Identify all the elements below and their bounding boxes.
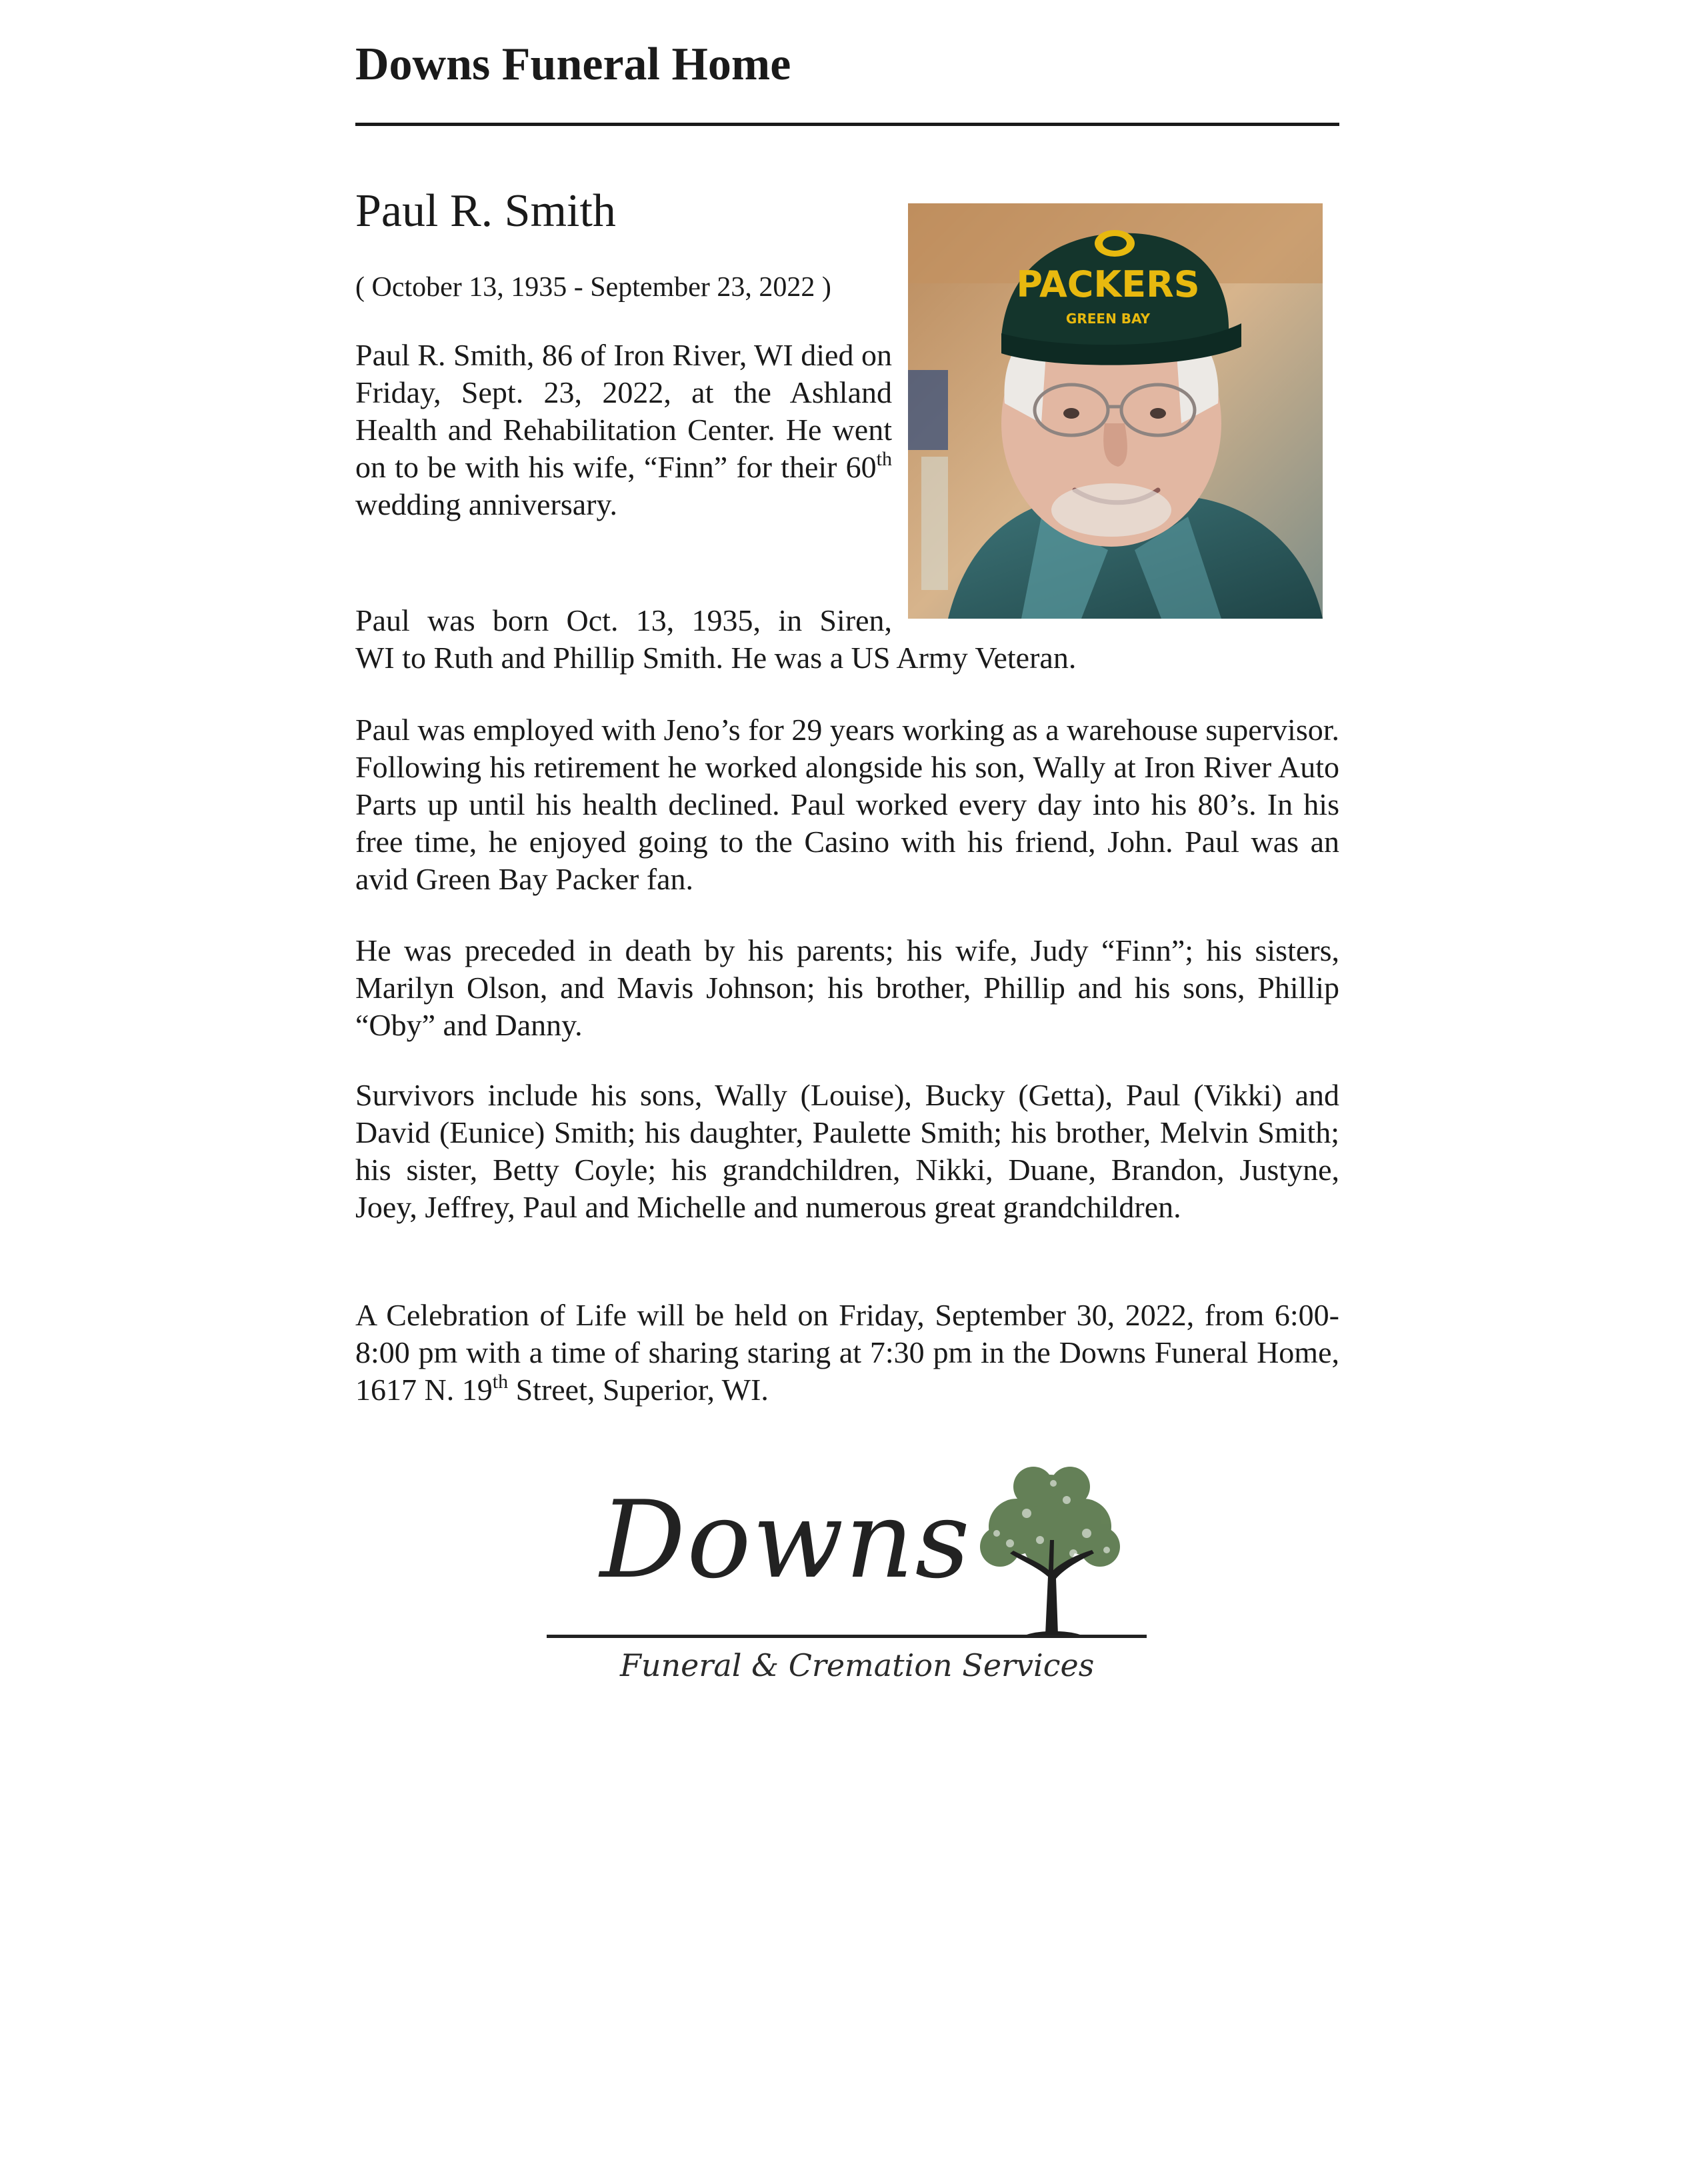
portrait-photo <box>908 203 1323 619</box>
obituary-paragraph-6: A Celebration of Life will be held on Friday, September 30, 2022, from 6:00-8:00 pm with a time of sharing staring at 7:30 pm in the Downs Funeral Home, 1617 N. 19th Street, Superior, WI. <box>355 1298 1339 1407</box>
logo-tagline: Funeral & Cremation Services <box>620 1647 1095 1683</box>
funeral-home-logo <box>547 1460 1153 1700</box>
obituary-paragraph-2: Paul was born Oct. 13, 1935, in Siren, WI to Ruth and Phillip Smith. He was a US Army Veteran. <box>355 603 1077 675</box>
logo-wordmark: Downs <box>600 1477 971 1602</box>
obituary-paragraph-1: Paul R. Smith, 86 of Iron River, WI died on Friday, Sept. 23, 2022, at the Ashland Health and Rehabilitation Center. He went on to be with his wife, “Finn” for their 60th wedding anniversary. <box>355 338 892 521</box>
tree-icon <box>973 1460 1127 1635</box>
life-dates: ( October 13, 1935 - September 23, 2022 ) <box>355 272 831 303</box>
cap-text: PACKERS <box>1016 263 1200 305</box>
cap-subtext: GREEN BAY <box>1065 311 1151 327</box>
obituary-paragraph-4: He was preceded in death by his parents; his wife, Judy “Finn”; his sisters, Marilyn Olson, and Mavis Johnson; his brother, Phillip and his sons, Phillip “Oby” and Danny. <box>355 933 1339 1042</box>
header-divider <box>355 123 1339 126</box>
obituary-paragraph-5: Survivors include his sons, Wally (Louise), Bucky (Getta), Paul (Vikki) and David (Eunice) Smith; his daughter, Paulette Smith; his brother, Melvin Smith; his sister, Betty Coyle; his grandchildren, Nikki, Duane, Brandon, Justyne, Joey, Jeffrey, Paul and Michelle and numerous great grandchildren. <box>355 1078 1339 1224</box>
portrait-illustration <box>908 203 1323 619</box>
page-title: Downs Funeral Home <box>355 39 791 90</box>
logo-underline <box>547 1635 1147 1638</box>
obituary-paragraph-3: Paul was employed with Jeno’s for 29 years working as a warehouse supervisor. Following his retirement he worked alongside his son, Wally at Iron River Auto Parts up until his health declined. Paul worked every day into his 80’s. In his free time, he enjoyed going to the Casino with his friend, John. Paul was an avid Green Bay Packer fan. <box>355 713 1339 896</box>
deceased-name: Paul R. Smith <box>355 185 616 237</box>
